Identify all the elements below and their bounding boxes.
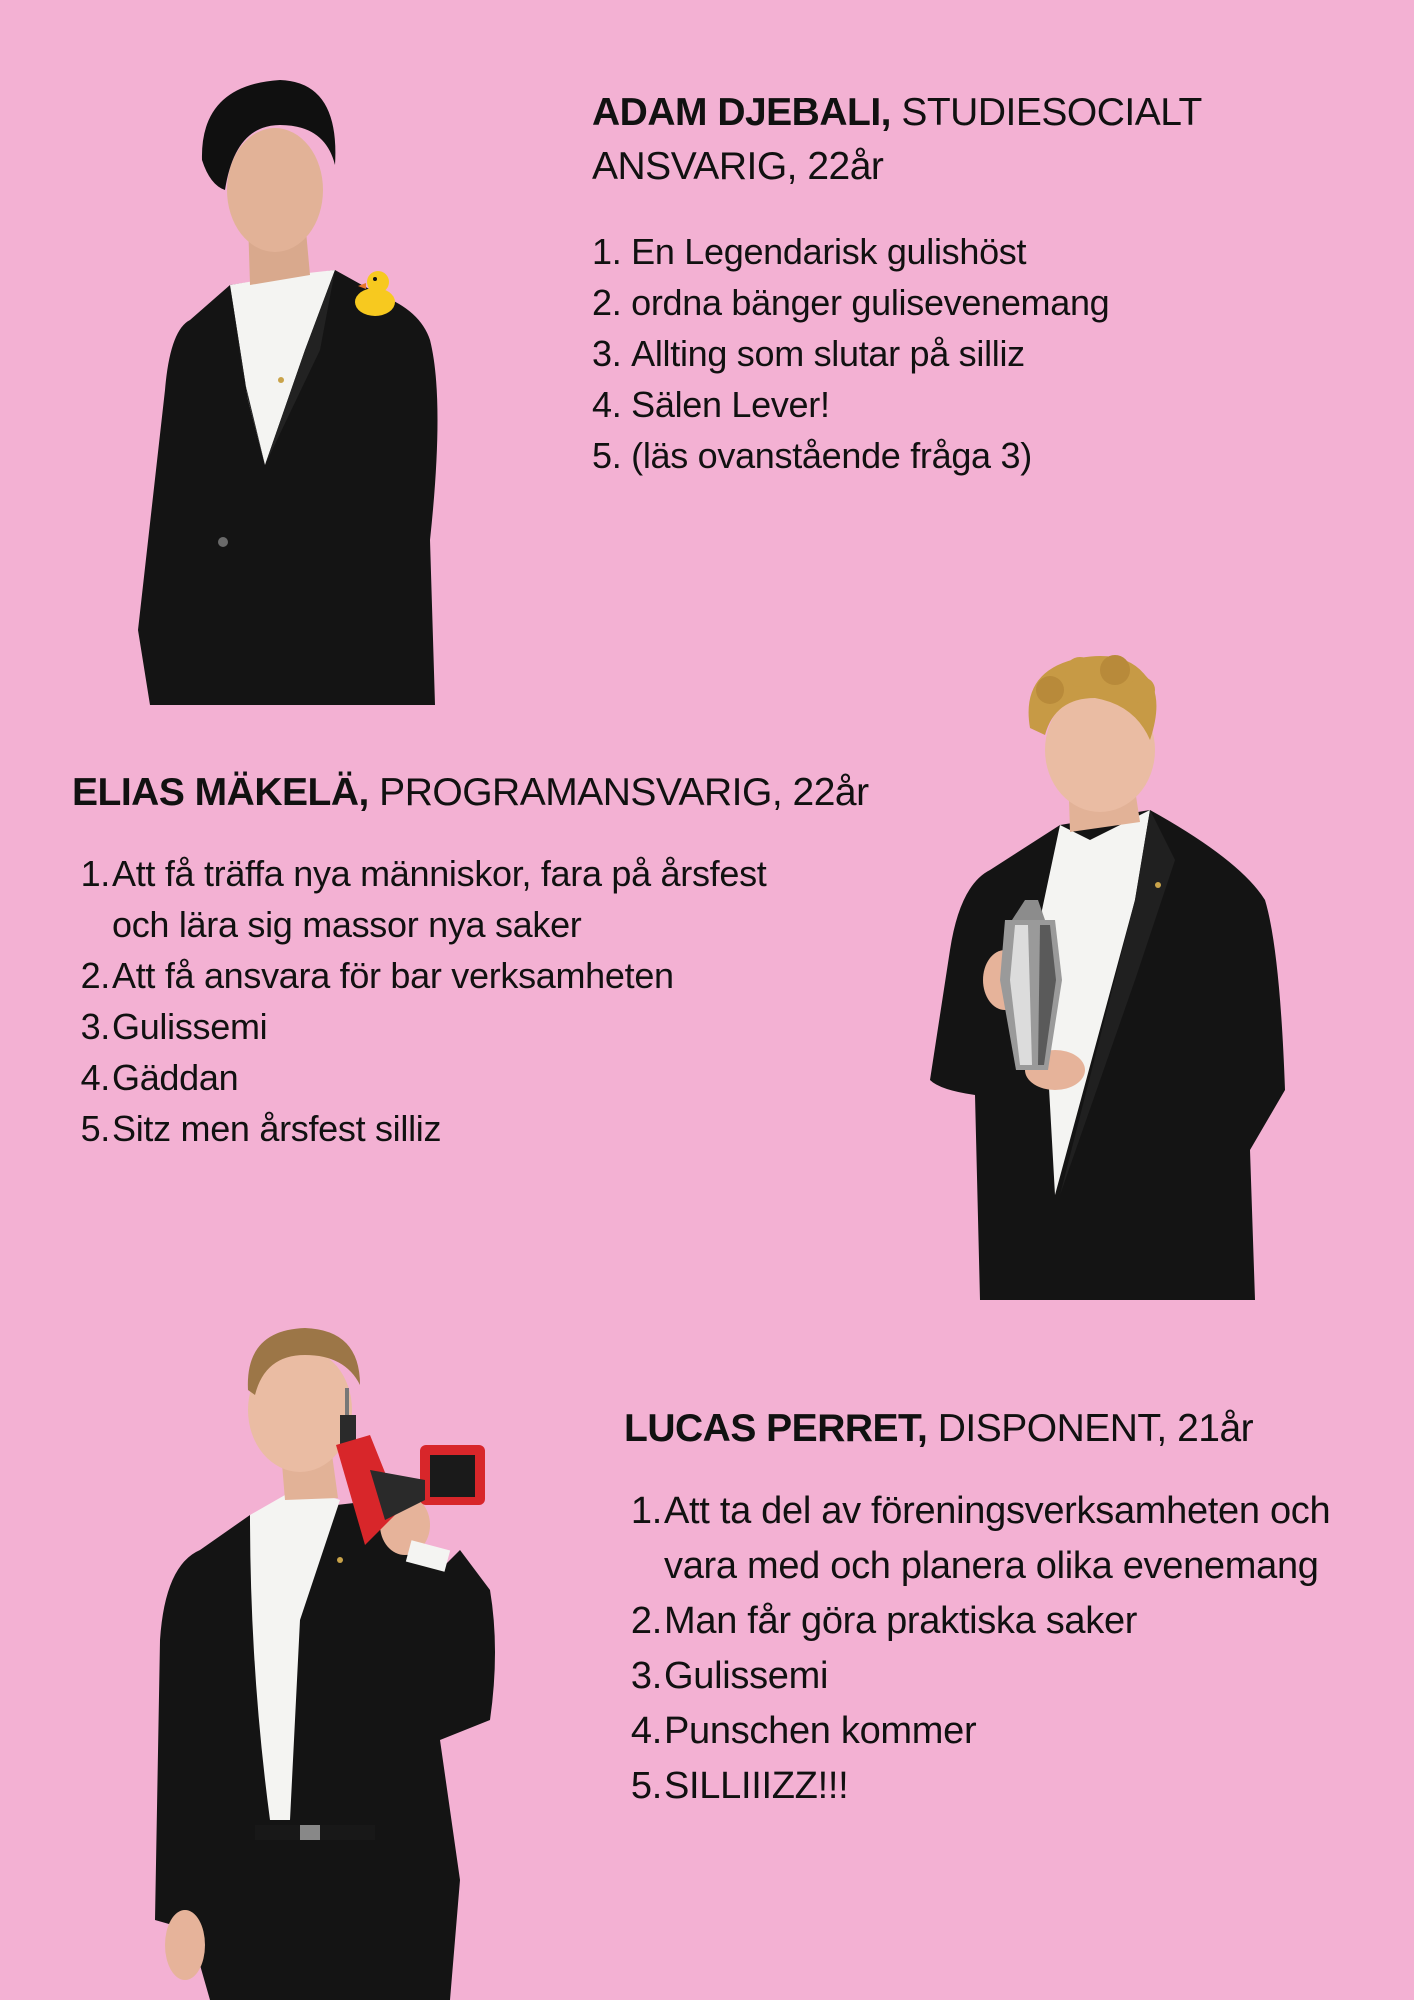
member-name: ELIAS MÄKELÄ, [72, 771, 369, 814]
member-title [592, 86, 1392, 194]
member-adam [592, 86, 1392, 481]
list-item: 5. SILLIIIZZ!!! [630, 1765, 849, 1807]
member-role-cont: ANSVARIG, 22år [592, 145, 884, 188]
list-item: 1. Att ta del av föreningsverksamheten och vara med och planera olika evenemang [630, 1490, 1331, 1587]
member-title [624, 1402, 1384, 1456]
list-item: 5. Sitz men årsfest silliz [80, 1108, 442, 1149]
list-item: 3. Gulissemi [630, 1655, 829, 1697]
elias-photo [920, 650, 1295, 1300]
list-item: 1. En Legendarisk gulishöst [592, 231, 1027, 272]
rubber-duck-icon [355, 271, 395, 316]
list-item: 5. (läs ovanstående fråga 3) [592, 435, 1032, 476]
list-item: 1. Att få träffa nya människor, fara på årsfest och lära sig massor nya saker [80, 853, 767, 945]
member-role: DISPONENT, 21år [927, 1407, 1254, 1450]
answer-list [592, 226, 1392, 481]
list-item: 2. ordna bänger gulisevenemang [592, 282, 1110, 323]
member-role: PROGRAMANSVARIG, 22år [368, 771, 869, 814]
member-name: LUCAS PERRET, [624, 1407, 928, 1450]
answer-list [624, 1484, 1384, 1814]
member-elias [72, 766, 872, 1154]
list-item: 3. Gulissemi [80, 1006, 268, 1047]
list-item: 4. Punschen kommer [630, 1710, 977, 1752]
list-item: 4. Sälen Lever! [592, 384, 830, 425]
adam-photo [130, 70, 460, 705]
list-item: 4. Gäddan [80, 1057, 239, 1098]
list-item: 2. Att få ansvara för bar verksamheten [80, 955, 674, 996]
person-in-suit-icon [930, 655, 1285, 1300]
person-in-suit-icon [155, 1328, 495, 2000]
member-title [72, 766, 872, 820]
person-in-suit-icon [138, 80, 438, 705]
member-role: STUDIESOCIALT [891, 91, 1202, 134]
lucas-photo [150, 1320, 510, 2000]
list-item: 3. Allting som slutar på silliz [592, 333, 1025, 374]
member-lucas [624, 1402, 1384, 1814]
answer-list [72, 848, 832, 1154]
list-item: 2. Man får göra praktiska saker [630, 1600, 1138, 1642]
member-name: ADAM DJEBALI, [592, 91, 892, 134]
